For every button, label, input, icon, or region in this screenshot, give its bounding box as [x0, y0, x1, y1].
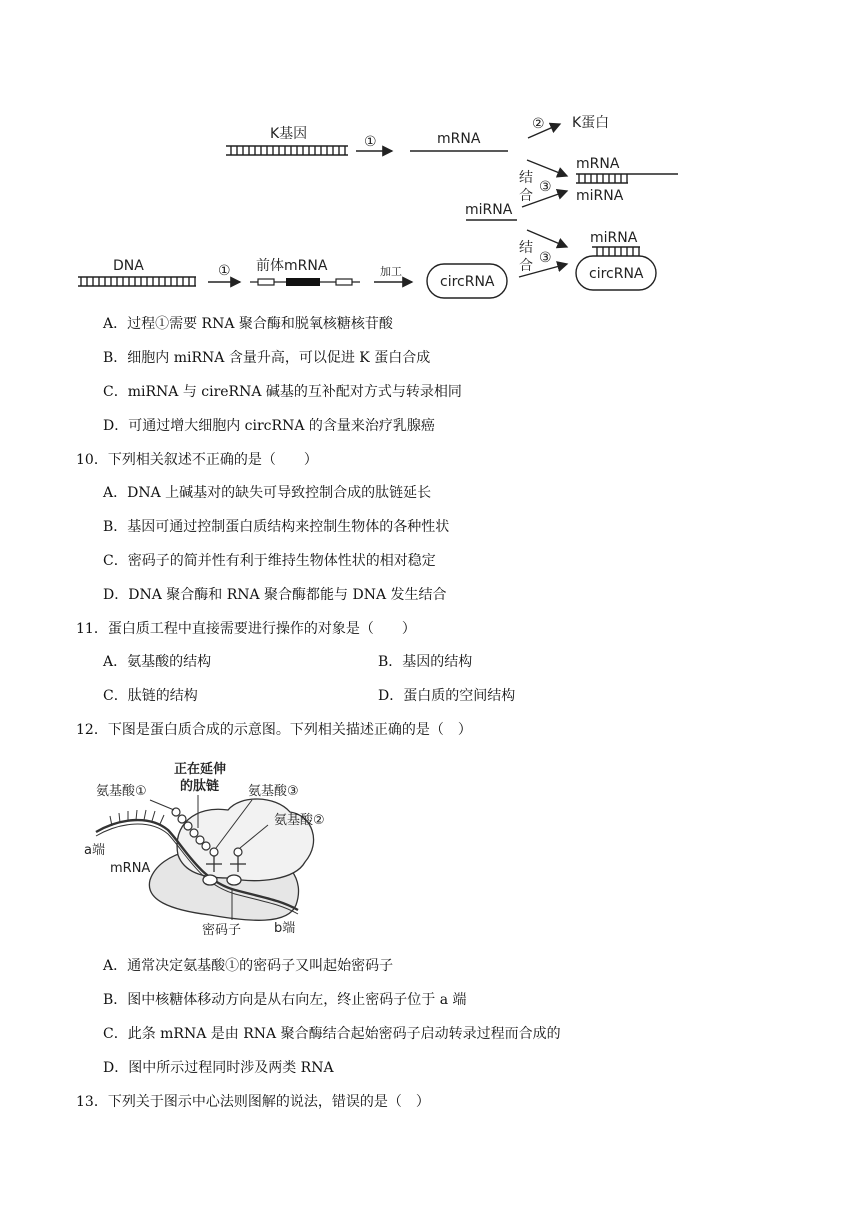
step2-label: ②	[532, 116, 545, 132]
mrna-mirna-complex	[576, 174, 678, 183]
q9-option-c: C．miRNA 与 cireRNA 碱基的互补配对方式与转录相同	[103, 384, 462, 400]
bind-arrow-mirna-2	[527, 230, 567, 247]
protein-synthesis-figure	[80, 750, 342, 940]
q11-stem: 11．蛋白质工程中直接需要进行操作的对象是（ ）	[76, 621, 416, 637]
pre-mrna-label: 前体mRNA	[256, 258, 328, 274]
k-gene-label: K基因	[270, 126, 308, 142]
bind-label-2b: 合	[519, 258, 533, 274]
mrna-label-top: mRNA	[437, 131, 481, 147]
q9-option-a: A．过程①需要 RNA 聚合酶和脱氧核糖核苷酸	[103, 316, 393, 332]
b-end-label: b端	[274, 921, 296, 936]
k-protein-label: K蛋白	[572, 115, 610, 131]
q12-option-b: B．图中核糖体移动方向是从右向左，终止密码子位于 a 端	[103, 992, 467, 1008]
extending-chain-label-1: 正在延伸	[174, 762, 227, 777]
bind-arrow-mrna	[527, 160, 567, 176]
mirna-label: miRNA	[465, 202, 513, 218]
q12-stem: 12．下图是蛋白质合成的示意图。下列相关描述正确的是（ ）	[76, 722, 472, 738]
mirna-label-bound: miRNA	[590, 230, 638, 246]
circrna-label: circRNA	[440, 274, 495, 290]
q10-stem: 10．下列相关叙述不正确的是（ ）	[76, 452, 318, 468]
bind-label-1b: 合	[519, 188, 533, 204]
q11-option-d: D．蛋白质的空间结构	[378, 688, 516, 704]
processing-label: 加工	[380, 265, 402, 278]
step1-label-top: ①	[364, 134, 377, 150]
q13-stem: 13．下列关于图示中心法则图解的说法，错误的是（ ）	[76, 1094, 430, 1110]
codon-label: 密码子	[202, 923, 242, 938]
mirna-circrna-binding	[592, 247, 640, 256]
q10-option-b: B．基因可通过控制蛋白质结构来控制生物体的各种性状	[103, 519, 450, 535]
gene-regulation-diagram	[0, 100, 860, 305]
k-gene-dna	[226, 146, 348, 155]
a-end-label: a端	[84, 843, 105, 858]
mrna-label-fig: mRNA	[110, 861, 151, 876]
amino-acid-2-label: 氨基酸②	[274, 813, 325, 828]
q11-option-c: C．肽链的结构	[103, 688, 198, 704]
q9-option-b: B．细胞内 miRNA 含量升高，可以促进 K 蛋白合成	[103, 350, 431, 366]
dna-label: DNA	[113, 258, 144, 274]
q9-option-d: D．可通过增大细胞内 circRNA 的含量来治疗乳腺癌	[103, 418, 435, 434]
bind-label-1a: 结	[519, 170, 533, 186]
step3-label-2: ③	[539, 250, 552, 266]
dna-strand	[78, 277, 196, 286]
q12-option-c: C．此条 mRNA 是由 RNA 聚合酶结合起始密码子启动转录过程而合成的	[103, 1026, 561, 1042]
pre-mrna-strand	[250, 278, 360, 286]
amino-acid-3	[210, 848, 218, 856]
q10-option-d: D．DNA 聚合酶和 RNA 聚合酶都能与 DNA 发生结合	[103, 587, 447, 603]
q11-option-a: A．氨基酸的结构	[103, 654, 212, 670]
bind-label-2a: 结	[519, 240, 533, 256]
extending-chain-label-2: 的肽链	[180, 779, 220, 794]
amino-acid-3-label: 氨基酸③	[248, 784, 299, 799]
step1-label-bottom: ①	[218, 263, 231, 279]
step3-label-1: ③	[539, 179, 552, 195]
mrna-label-complex: mRNA	[576, 156, 620, 172]
q12-option-d: D．图中所示过程同时涉及两类 RNA	[103, 1060, 334, 1076]
q10-option-c: C．密码子的简并性有利于维持生物体性状的相对稳定	[103, 553, 436, 569]
mirna-label-complex: miRNA	[576, 188, 624, 204]
circrna-bound-label: circRNA	[589, 266, 644, 282]
q12-option-a: A．通常决定氨基酸①的密码子又叫起始密码子	[103, 958, 394, 974]
amino-acid-1-label: 氨基酸①	[96, 784, 147, 799]
q11-option-b: B．基因的结构	[378, 654, 473, 670]
q10-option-a: A．DNA 上碱基对的缺失可导致控制合成的肽链延长	[103, 485, 432, 501]
amino-acid-2	[234, 848, 242, 856]
